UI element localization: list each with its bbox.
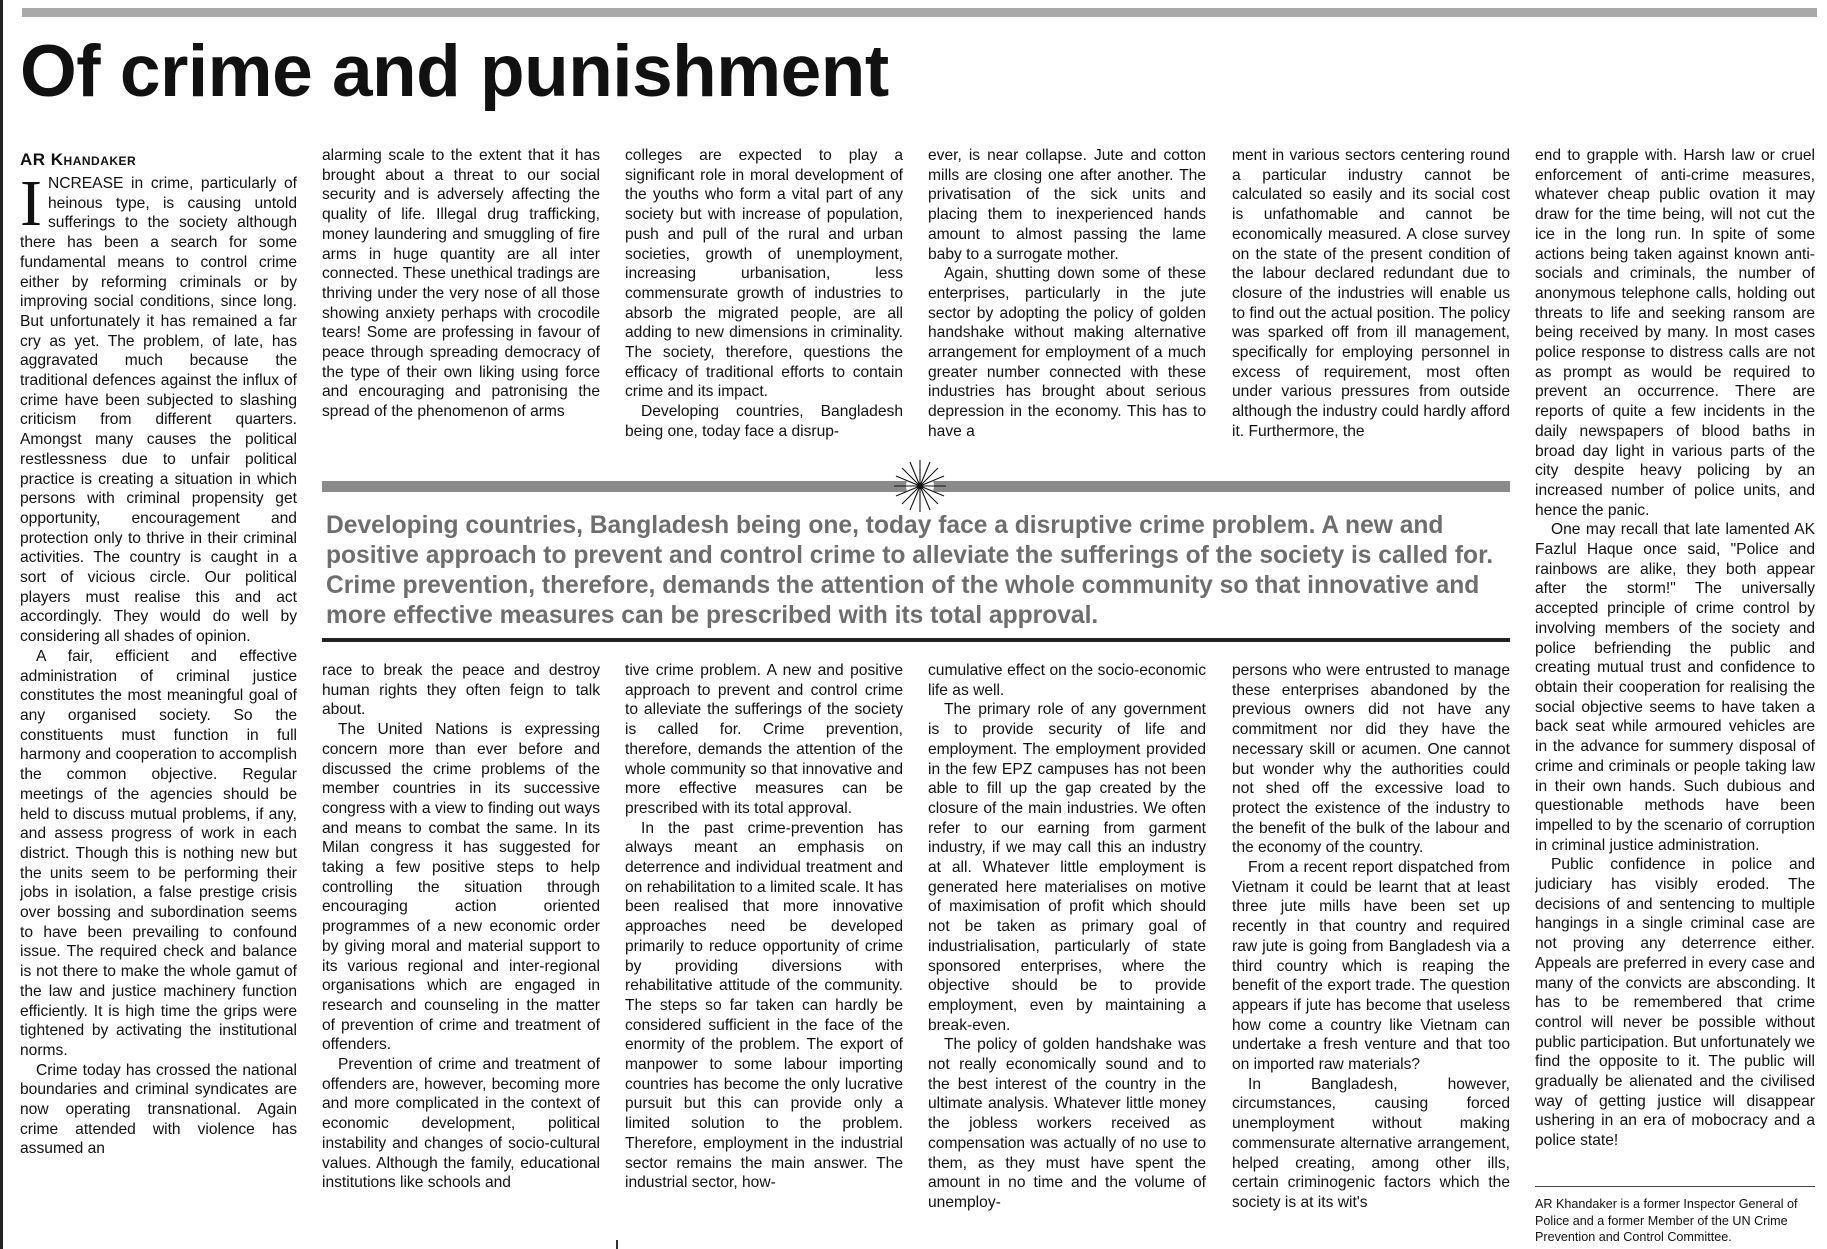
paragraph: tive crime problem. A new and positive approach to prevent and control crime to alleviate the sufferings of the society is called for. Crime prevention, therefore, demands the attention of the whole community so that innovative and more effective measures can be prescribed with its total approval. bbox=[625, 662, 903, 817]
paragraph: A fair, efficient and effective administration of criminal justice constitutes the most meaningful goal of any organised society. So the constituents must function in full harmony and cooperation to accomplish the common objective. Regular meetings of the agencies should be held to discuss mutual problems, if any, and assess progress of work in each district. Though this is nothing new but the units seem to be performing their jobs in isolation, a false prestige crisis over bossing and subordination seems to have been prevailing to confound issue. The required check and balance is not there to make the whole gamut of the law and justice machinery function efficiently. It is high time the grips were tightened by activating the institutional norms. bbox=[20, 647, 297, 1059]
column-5 bbox=[1232, 146, 1510, 466]
paragraph: Again, shutting down some of these enterprises, particularly in the jute sector by adopting the policy of golden handshake without making alternative arrangement for employment of a much greater number connected with these industries has brought about serious depression in the economy. This has to have a bbox=[928, 265, 1206, 440]
byline: AR Khandaker bbox=[20, 150, 137, 169]
paragraph: Prevention of crime and treatment of offenders are, however, becoming more and more complicated in the context of economic development, political instability and changes of socio-cultural values. Although the family, educational institutions like schools and bbox=[322, 1056, 600, 1192]
column-3 bbox=[625, 146, 903, 466]
bottom-mark bbox=[616, 1240, 618, 1249]
starburst-icon bbox=[890, 456, 950, 516]
paragraph: In the past crime-prevention has always meant an emphasis on deterrence and individual treatment and on rehabilitation to a limited scale. It has been realised that more innovative approaches need be developed primarily to reduce opportunity of crime by providing diversions with rehabilitative attitude of the community. The steps so far taken can hardly be considered sufficient in the face of the enormity of the problem. The export of manpower to some labour importing countries has become the only lucrative pursuit but this can provide only a limited solution to the problem. Therefore, employment in the industrial sector remains the main answer. The industrial sector, how- bbox=[625, 819, 903, 1192]
author-bio-rule bbox=[1535, 1186, 1815, 1187]
page-edge-rule bbox=[0, 0, 3, 1249]
paragraph: Public confidence in police and judiciary has visibly eroded. The decisions of and sentencing to multiple hangings in a single criminal case are not proving any deterrence either. Appeals are preferred in every case and many of the convicts are absconding. It has to be remembered that crime control will never be possible without public participation. But unfortunately we find the opposite to it. The public will gradually be alienated and the civilised way of getting justice will disappear ushering in an era of mobocracy and a police state! bbox=[1535, 856, 1815, 1150]
column-4 bbox=[928, 146, 1206, 466]
paragraph: cumulative effect on the socio-economic life as well. bbox=[928, 662, 1206, 699]
paragraph: One may recall that late lamented AK Fazlul Haque once said, "Police and rainbows are alike, they both appear after the storm!" The universally accepted principle of crime control by involving members of the society and police befriending the public and creating mutual trust and confidence to obtain their cooperation for realising the social objective seems to have taken a back seat while armoured vehicles are in the advance for summery disposal of crime and criminals or people taking law in their own hands. Such dubious and questionable methods have been impelled to by the scenario of corruption in criminal justice administration. bbox=[1535, 521, 1815, 854]
paragraph: The primary role of any government is to provide security of life and employment. The employment provided in the few EPZ campuses has not been able to fill up the gap created by the closure of the main industries. We often refer to our earning from garment industry, if we may call this an industry at all. Whatever little employment is generated here materialises on motive of maximisation of profit which should not be taken as primary goal of industrialisation, particularly of state sponsored enterprises, where the objective should be to provide employment, even by maintaining a break-even. bbox=[928, 701, 1206, 1034]
paragraph: The United Nations is expressing concern more than ever before and discussed the crime problems of the member countries in its successive congress with a view to finding out ways and means to combat the same. In its Milan congress it has suggested for taking a few positive steps to help controlling the situation through encouraging action oriented programmes of a new economic order by giving moral and material support to its various regional and inter-regional organisations which are engaged in research and counseling in the matter of prevention of crime and treatment of offenders. bbox=[322, 721, 600, 1054]
paragraph: From a recent report dispatched from Vietnam it could be learnt that at least three jute mills have been set up recently in that country and required raw jute is going from Bangladesh via a third country which is reaping the benefit of the export trade. The question appears if jute has become that useless how come a country like Vietnam can undertake a fresh venture and that too on imported raw materials? bbox=[1232, 859, 1510, 1074]
paragraph: In Bangladesh, however, circumstances, causing forced unemployment without making commensurate alternative arrangement, helped creating, among other ills, certain criminogenic factors which the society is at its wit's bbox=[1232, 1075, 1510, 1211]
column-6 bbox=[1535, 146, 1815, 1176]
top-gray-bar bbox=[22, 8, 1817, 17]
pullquote: Developing countries, Bangladesh being one, today face a disruptive crime problem. A new and positive approach to prevent and control crime to alleviate the sufferings of the society is called for. Crime prevention, therefore, demands the attention of the whole community so that innovative and more effective measures can be prescribed with its total approval. bbox=[326, 512, 1494, 629]
column-2 bbox=[322, 146, 600, 466]
paragraph: persons who were entrusted to manage these enterprises abandoned by the previous owners did not have any commitment nor did they have the necessary skill or acumen. One cannot but wonder why the authorities could not shed off the excessive load to protect the existence of the industry to the benefit of the bulk of the labour and the economy of the country. bbox=[1232, 662, 1510, 857]
drop-cap: I bbox=[20, 174, 42, 240]
paragraph: colleges are expected to play a significant role in moral development of the youths who form a vital part of any society but with increase of population, push and pull of the rural and urban societies, growth of unemployment, increasing urbanisation, less commensurate growth of industries to absorb the migrated people, are all adding to new dimensions in criminality. The society, therefore, questions the efficacy of traditional efforts to contain crime and its impact. bbox=[625, 147, 903, 401]
paragraph: end to grapple with. Harsh law or cruel enforcement of anti-crime measures, whatever cheap public ovation it may draw for the time being, will not cut the ice in the long run. In spite of some actions being taken against known anti-socials and criminals, the number of anonymous telephone calls, holding out threats to life and seeking ransom are being received by many. In most cases police response to distress calls are not as prompt as would be required to prevent an occurrence. There are reports of quite a few incidents in the daily newspapers of blood baths in broad day light in various parts of the city despite heavy policing by an increased number of police units, and hence the panic. bbox=[1535, 147, 1815, 519]
paragraph: ever, is near collapse. Jute and cotton mills are closing one after another. The privatisation of the sick units and placing them to inexperienced hands amount to almost passing the lame baby to a surrogate mother. bbox=[928, 147, 1206, 263]
paragraph: INCREASE in crime, particularly of heinous type, is causing untold sufferings to the society although there has been a search for some fundamental means to control crime either by reforming criminals or by improving social conditions, since long. But unfortunately it has remained a far cry as yet. The problem, of late, has aggravated much because the traditional defences against the influx of crime have been subjected to slashing criticism from different quarters. Amongst many causes the political restlessness due to unfair political practice is creating a situation in which persons with criminal propensity get opportunity, encouragement and protection only to thrive in their criminal activities. The country is caught in a sort of vicious circle. Our political players must realise this and act accordingly. They would do well by considering all shades of opinion. bbox=[20, 174, 297, 646]
pullquote-bottom-rule bbox=[322, 638, 1510, 642]
paragraph: ment in various sectors centering round a particular industry cannot be calculated so easily and its social cost is unfathomable and cannot be economically measured. A close survey on the state of the present condition of the labour declared redundant due to closure of the industries will enable us to find out the actual position. The policy was sparked off from ill management, specifically for employing personnel in excess of requirement, most often under various pressures from outside although the industry could hardly afford it. Furthermore, the bbox=[1232, 147, 1510, 440]
column-1 bbox=[20, 174, 297, 1244]
column-7 bbox=[322, 661, 600, 1246]
author-bio: AR Khandaker is a former Inspector General of Police and a former Member of the UN Crime Prevention and Control Committee. bbox=[1535, 1197, 1798, 1244]
paragraph: Crime today has crossed the national boundaries and criminal syndicates are now operating transnational. Again crime attended with violence has assumed an bbox=[20, 1061, 297, 1158]
paragraph: race to break the peace and destroy human rights they often feign to talk about. bbox=[322, 662, 600, 719]
column-8 bbox=[625, 661, 903, 1246]
paragraph: Developing countries, Bangladesh being one, today face a disrup- bbox=[625, 403, 903, 440]
paragraph: alarming scale to the extent that it has brought about a threat to our social security and is adversely affecting the quality of life. Illegal drug trafficking, money laundering and smuggling of fire arms in huge quantity are all inter connected. These unethical tradings are thriving under the very nose of all those showing anxiety perhaps with crocodile tears! Some are professing in favour of peace through spreading democracy of the type of their own liking using force and encouraging and patronising the spread of the phenomenon of arms bbox=[322, 147, 600, 421]
column-9 bbox=[928, 661, 1206, 1246]
paragraph: The policy of golden handshake was not really economically sound and to the best interest of the country in the ultimate analysis. Whatever little money the jobless workers received as compensation was actually of no use to them, as they must have spent the amount in no time and the volume of unemploy- bbox=[928, 1036, 1206, 1211]
column-10 bbox=[1232, 661, 1510, 1246]
headline: Of crime and punishment bbox=[20, 31, 889, 112]
